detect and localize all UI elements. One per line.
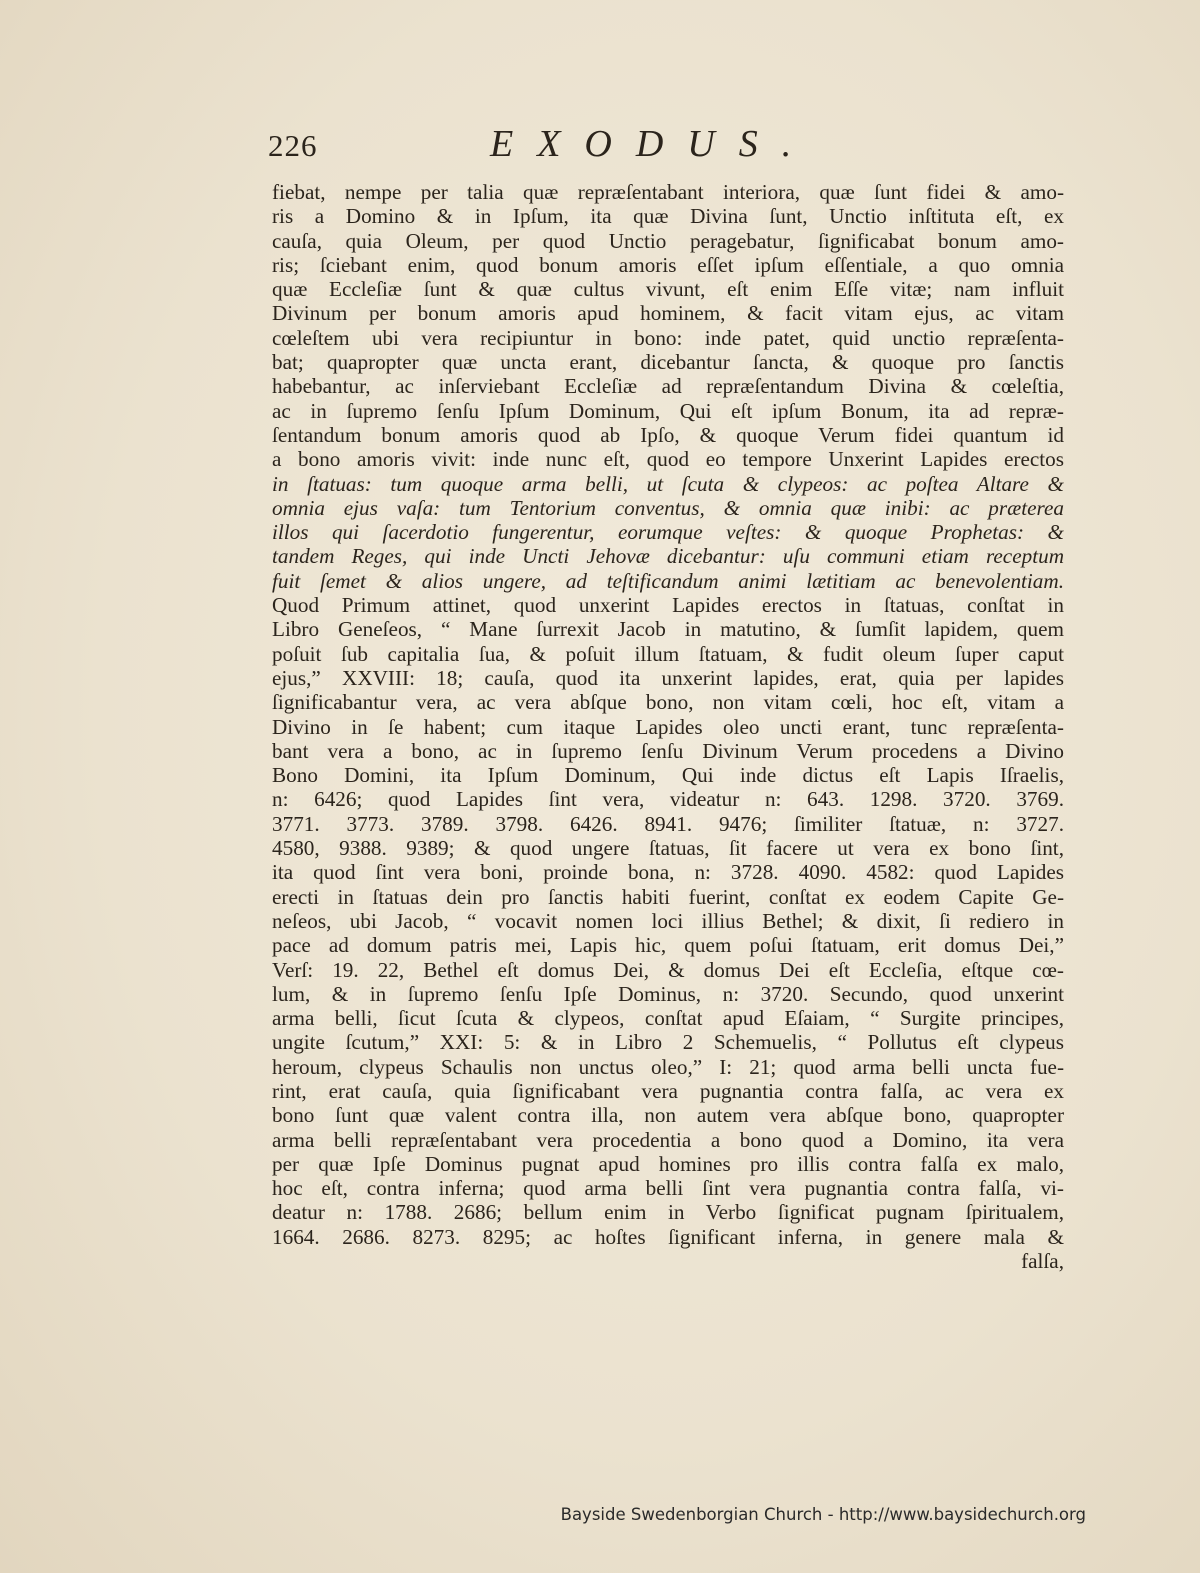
text-line: Verſ: 19. 22, Bethel eſt domus Dei, & domus Dei eſt Eccleſia, eſtque cœ-	[272, 957, 1064, 982]
text-line: in ſtatuas: tum quoque arma belli, ut ſcuta & clypeos: ac poſtea Altare &	[272, 471, 1064, 496]
text-line: neſeos, ubi Jacob, “ vocavit nomen loci illius Bethel; & dixit, ſi rediero in	[272, 908, 1064, 933]
text-line: ris; ſciebant enim, quod bonum amoris eſſet ipſum eſſentiale, a quo omnia	[272, 252, 1064, 277]
text-line: quæ Eccleſiæ ſunt & quæ cultus vivunt, eſt enim Eſſe vitæ; nam influit	[272, 277, 1064, 302]
text-line: pace ad domum patris mei, Lapis hic, quem poſui ſtatuam, erit domus Dei,”	[272, 933, 1064, 958]
text-line: 1664. 2686. 8273. 8295; ac hoſtes ſignificant inferna, in genere mala &	[272, 1224, 1064, 1249]
text-line: ejus,” XXVIII: 18; cauſa, quod ita unxerint lapides, erat, quia per lapides	[272, 665, 1064, 690]
text-line: poſuit ſub capitalia ſua, & poſuit illum ſtatuam, & fudit oleum ſuper caput	[272, 641, 1064, 666]
body-text	[272, 180, 1064, 1273]
text-line: deatur n: 1788. 2686; bellum enim in Verbo ſignificat pugnam ſpiritualem,	[272, 1200, 1064, 1225]
text-line: ſignificabantur vera, ac vera abſque bono, non vitam cœli, hoc eſt, vitam a	[272, 690, 1064, 715]
footer-credit: Bayside Swedenborgian Church - http://www.baysidechurch.org	[560, 1505, 1086, 1524]
text-line: 4580, 9388. 9389; & quod ungere ſtatuas, ſit facere ut vera ex bono ſint,	[272, 836, 1064, 861]
text-line: habebantur, ac inſerviebant Eccleſiæ ad repræſentandum Divina & cœleſtia,	[272, 374, 1064, 399]
text-line: fuit ſemet & alios ungere, ad teſtificandum animi lætitiam ac benevolentiam.	[272, 568, 1064, 593]
text-line: erecti in ſtatuas dein pro ſanctis habiti fuerint, conſtat ex eodem Capite Ge-	[272, 884, 1064, 909]
text-line: heroum, clypeus Schaulis non unctus oleo,” I: 21; quod arma belli uncta fue-	[272, 1054, 1064, 1079]
text-line: arma belli repræſentabant vera procedentia a bono quod a Domino, ita vera	[272, 1127, 1064, 1152]
text-line: tandem Reges, qui inde Uncti Jehovæ dicebantur: uſu communi etiam receptum	[272, 544, 1064, 569]
text-line: cœleſtem ubi vera recipiuntur in bono: inde patet, quid unctio repræſenta-	[272, 325, 1064, 350]
text-line: Libro Geneſeos, “ Mane ſurrexit Jacob in matutino, & ſumſit lapidem, quem	[272, 617, 1064, 642]
text-line: arma belli, ſicut ſcuta & clypeos, conſtat apud Eſaiam, “ Surgite principes,	[272, 1006, 1064, 1031]
text-line: n: 6426; quod Lapides ſint vera, videatur n: 643. 1298. 3720. 3769.	[272, 787, 1064, 812]
text-line: 3771. 3773. 3789. 3798. 6426. 8941. 9476; ſimiliter ſtatuæ, n: 3727.	[272, 811, 1064, 836]
text-line: per quæ Ipſe Dominus pugnat apud homines pro illis contra falſa ex malo,	[272, 1151, 1064, 1176]
page-number: 226	[268, 128, 318, 163]
text-line: Divinum per bonum amoris apud hominem, & facit vitam ejus, ac vitam	[272, 301, 1064, 326]
text-line: bant vera a bono, ac in ſupremo ſenſu Divinum Verum procedens a Divino	[272, 738, 1064, 763]
text-line: bat; quapropter quæ uncta erant, dicebantur ſancta, & quoque pro ſanctis	[272, 350, 1064, 375]
text-line: Bono Domini, ita Ipſum Dominum, Qui inde dictus eſt Lapis Iſraelis,	[272, 763, 1064, 788]
text-line: omnia ejus vaſa: tum Tentorium conventus, & omnia quæ inibi: ac præterea	[272, 495, 1064, 520]
text-line: ac in ſupremo ſenſu Ipſum Dominum, Qui eſt ipſum Bonum, ita ad repræ-	[272, 398, 1064, 423]
text-line: falſa,	[1021, 1249, 1064, 1274]
text-line: ris a Domino & in Ipſum, ita quæ Divina ſunt, Unctio inſtituta eſt, ex	[272, 204, 1064, 229]
text-line: Divino in ſe habent; cum itaque Lapides oleo uncti erant, tunc repræſenta-	[272, 714, 1064, 739]
text-line: ungite ſcutum,” XXI: 5: & in Libro 2 Schemuelis, “ Pollutus eſt clypeus	[272, 1030, 1064, 1055]
text-line: ita quod ſint vera boni, proinde bona, n: 3728. 4090. 4582: quod Lapides	[272, 860, 1064, 885]
text-line: hoc eſt, contra inferna; quod arma belli ſint vera pugnantia contra falſa, vi-	[272, 1176, 1064, 1201]
text-line: rint, erat cauſa, quia ſignificabant vera pugnantia contra falſa, ac vera ex	[272, 1078, 1064, 1103]
text-line: ſentandum bonum amoris quod ab Ipſo, & quoque Verum fidei quantum id	[272, 422, 1064, 447]
running-title: EXODUS.	[490, 123, 816, 165]
text-line: fiebat, nempe per talia quæ repræſentabant interiora, quæ ſunt fidei & amo-	[272, 180, 1064, 204]
text-line: cauſa, quia Oleum, per quod Unctio peragebatur, ſignificabat bonum amo-	[272, 228, 1064, 253]
text-line: a bono amoris vivit: inde nunc eſt, quod eo tempore Unxerint Lapides erectos	[272, 447, 1064, 472]
text-line: bono ſunt quæ valent contra illa, non autem vera abſque bono, quapropter	[272, 1103, 1064, 1128]
text-line: Quod Primum attinet, quod unxerint Lapides erectos in ſtatuas, conſtat in	[272, 593, 1064, 618]
text-line: illos qui ſacerdotio fungerentur, eorumque veſtes: & quoque Prophetas: &	[272, 520, 1064, 545]
text-line: lum, & in ſupremo ſenſu Ipſe Dominus, n: 3720. Secundo, quod unxerint	[272, 981, 1064, 1006]
